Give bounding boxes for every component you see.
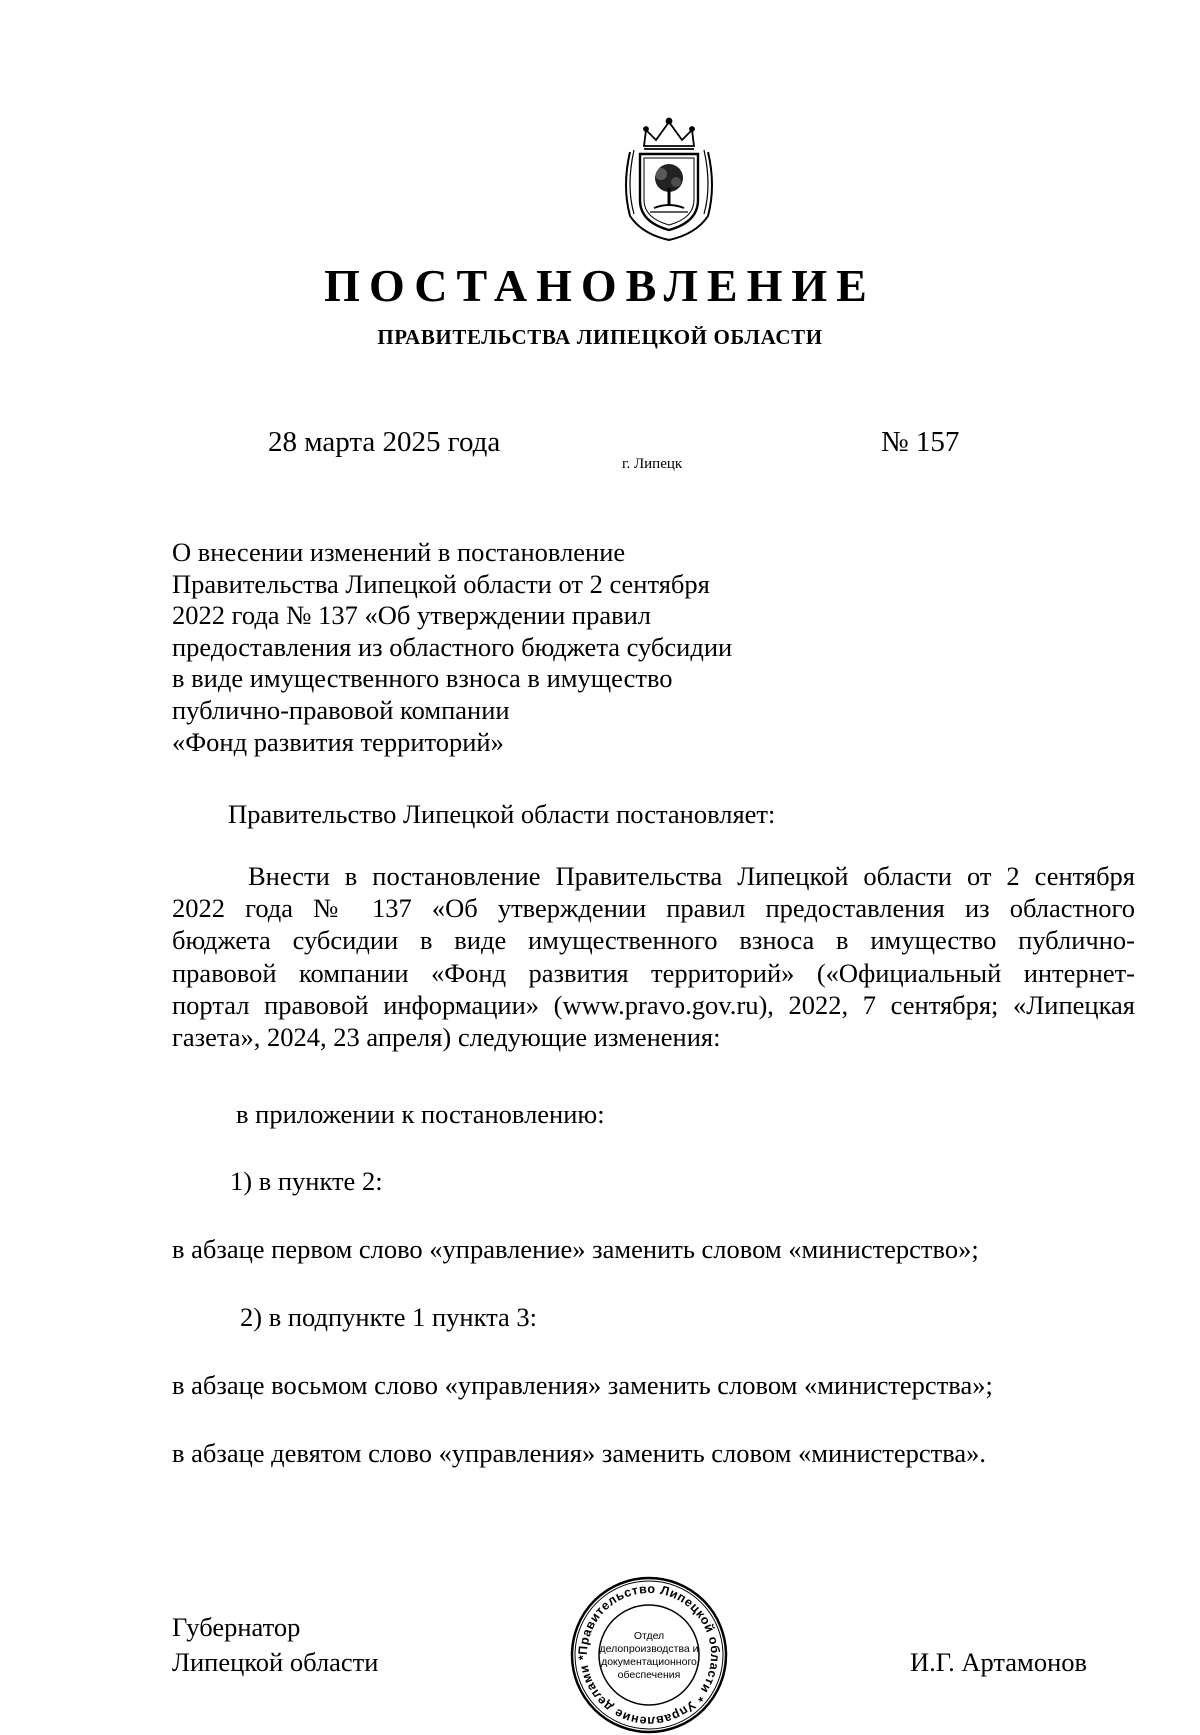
paragraph-line: бюджета субсидии в виде имущественного взноса в имущество публично-: [172, 925, 1135, 956]
document-date: 28 марта 2025 года: [268, 426, 501, 458]
document-title: ПОСТАНОВЛЕНИЕ: [324, 260, 876, 311]
subject-line: в виде имущественного взноса в имущество: [172, 663, 673, 694]
coat-of-arms-emblem: [616, 116, 722, 244]
subject-line: публично-правовой компании: [172, 694, 510, 725]
stamp-ring-text: Правительство Липецкой области * Управление делами *: [575, 1581, 723, 1729]
change-item-2-text-b: в абзаце девятом слово «управления» заменить словом «министерства».: [172, 1438, 987, 1468]
preamble: Правительство Липецкой области постановляет:: [228, 799, 776, 829]
document-number: № 157: [881, 426, 960, 458]
paragraph-line: правовой компании «Фонд развития территорий» («Официальный интернет-: [172, 957, 1135, 988]
stamp-center-line: обеспечения: [617, 1669, 681, 1681]
signatory-position-line: Липецкой области: [172, 1647, 379, 1677]
stamp-center-line: Отдел: [633, 1630, 665, 1642]
crown-icon: [644, 119, 694, 150]
subject-line: О внесении изменений в постановление: [172, 537, 626, 567]
change-item-2: 2) в подпункте 1 пункта 3:: [240, 1302, 538, 1332]
stamp-center-line: делопроизводства и: [599, 1643, 699, 1655]
change-item-1: 1) в пункте 2:: [230, 1166, 383, 1196]
stamp-center-line: документационного: [601, 1656, 697, 1668]
paragraph-line: 2022 года № 137 «Об утверждении правил предоставления из областного: [172, 893, 1135, 924]
subject-line: Правительства Липецкой области от 2 сентября: [172, 568, 710, 599]
changes-intro: в приложении к постановлению:: [236, 1099, 605, 1129]
change-item-1-text: в абзаце первом слово «управление» заменить словом «министерство»;: [172, 1234, 979, 1264]
main-paragraph: [172, 860, 1135, 1053]
official-stamp: [569, 1575, 729, 1735]
subject-line: 2022 года № 137 «Об утверждении правил: [172, 600, 652, 631]
signatory-name: И.Г. Артамонов: [910, 1647, 1088, 1677]
paragraph-line: Внести в постановление Правительства Липецкой области от 2 сентября: [248, 861, 1135, 891]
paragraph-line: газета», 2024, 23 апреля) следующие изменения:: [172, 1022, 721, 1053]
subject-line: «Фонд развития территорий»: [172, 726, 504, 757]
paragraph-line: портал правовой информации» (www.pravo.gov.ru), 2022, 7 сентября; «Липецкая: [172, 989, 1135, 1020]
subject-line: предоставления из областного бюджета субсидии: [172, 631, 733, 662]
document-city: г. Липецк: [622, 456, 683, 472]
change-item-2-text-a: в абзаце восьмом слово «управления» заменить словом «министерства»;: [172, 1370, 993, 1400]
signatory-position-line: Губернатор: [172, 1612, 301, 1642]
signatory-position: [172, 1610, 378, 1680]
document-subject: [172, 537, 852, 758]
document-subtitle: ПРАВИТЕЛЬСТВА ЛИПЕЦКОЙ ОБЛАСТИ: [377, 325, 823, 349]
